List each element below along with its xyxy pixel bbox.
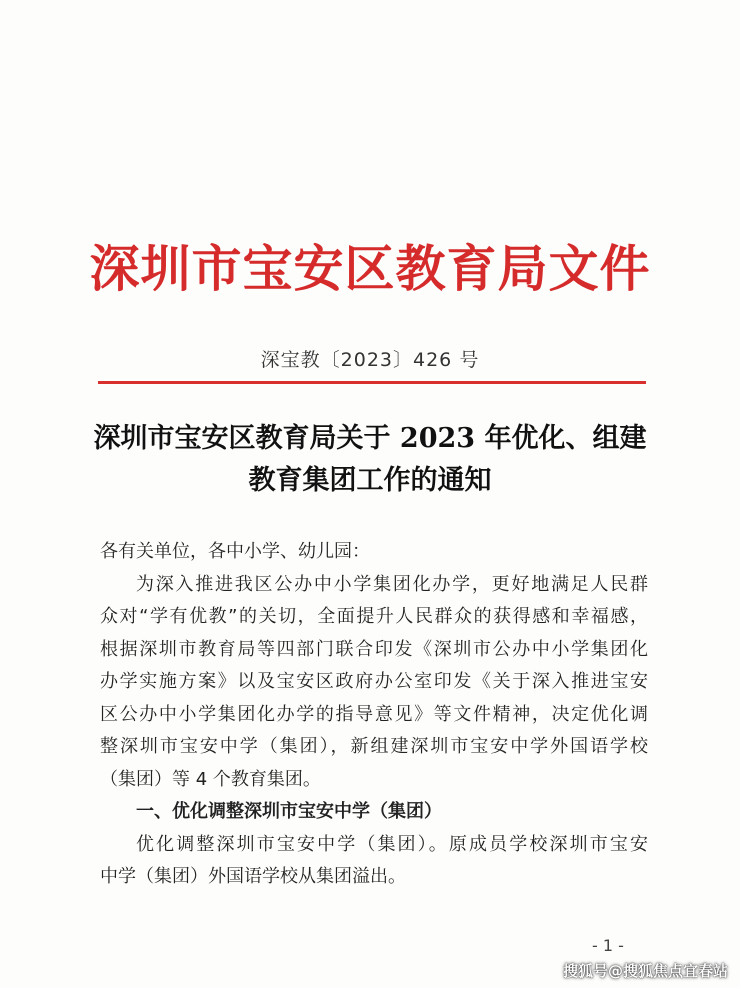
issuer-header-title: 深圳市宝安区教育局文件 <box>89 239 651 298</box>
section-1-heading: 一、优化调整深圳市宝安中学（集团） <box>136 801 442 822</box>
paragraph-1-line: 根据深圳市教育局等四部门联合印发《深圳市公办中小学集团化 <box>100 638 648 660</box>
paragraph-1-line: 众对“学有优教”的关切，全面提升人民群众的获得感和幸福感， <box>100 606 648 627</box>
paragraph-1-line: 区公办中小学集团化办学的指导意见》等文件精神，决定优化调 <box>100 703 648 725</box>
red-separator-rule <box>98 381 646 384</box>
paragraph-2-line: 优化调整深圳市宝安中学（集团）。原成员学校深圳市宝安 <box>136 833 648 855</box>
paragraph-2 <box>100 829 648 894</box>
notice-title-line-2: 教育集团工作的通知 <box>248 465 492 496</box>
notice-body <box>100 536 648 894</box>
paragraph-1-line: （集团）等 4 个教育集团。 <box>100 768 321 790</box>
document-number: 深宝教〔2023〕426 号 <box>260 349 480 371</box>
notice-title-line-1: 深圳市宝安区教育局关于 2023 年优化、组建 <box>93 423 647 454</box>
page-number: - 1 - <box>592 936 624 955</box>
paragraph-1 <box>100 569 648 797</box>
salutation: 各有关单位，各中小学、幼儿园： <box>100 541 370 562</box>
paragraph-1-line: 为深入推进我区公办中小学集团化办学，更好地满足人民群 <box>136 573 648 595</box>
paragraph-1-line: 整深圳市宝安中学（集团），新组建深圳市宝安中学外国语学校 <box>100 736 648 757</box>
watermark-text: 搜狐号@搜狐焦点宜春站 <box>562 962 728 980</box>
paragraph-1-line: 办学实施方案》以及宝安区政府办公室印发《关于深入推进宝安 <box>100 671 648 692</box>
paragraph-2-line: 中学（集团）外国语学校从集团溢出。 <box>100 866 406 887</box>
notice-title <box>0 418 740 502</box>
